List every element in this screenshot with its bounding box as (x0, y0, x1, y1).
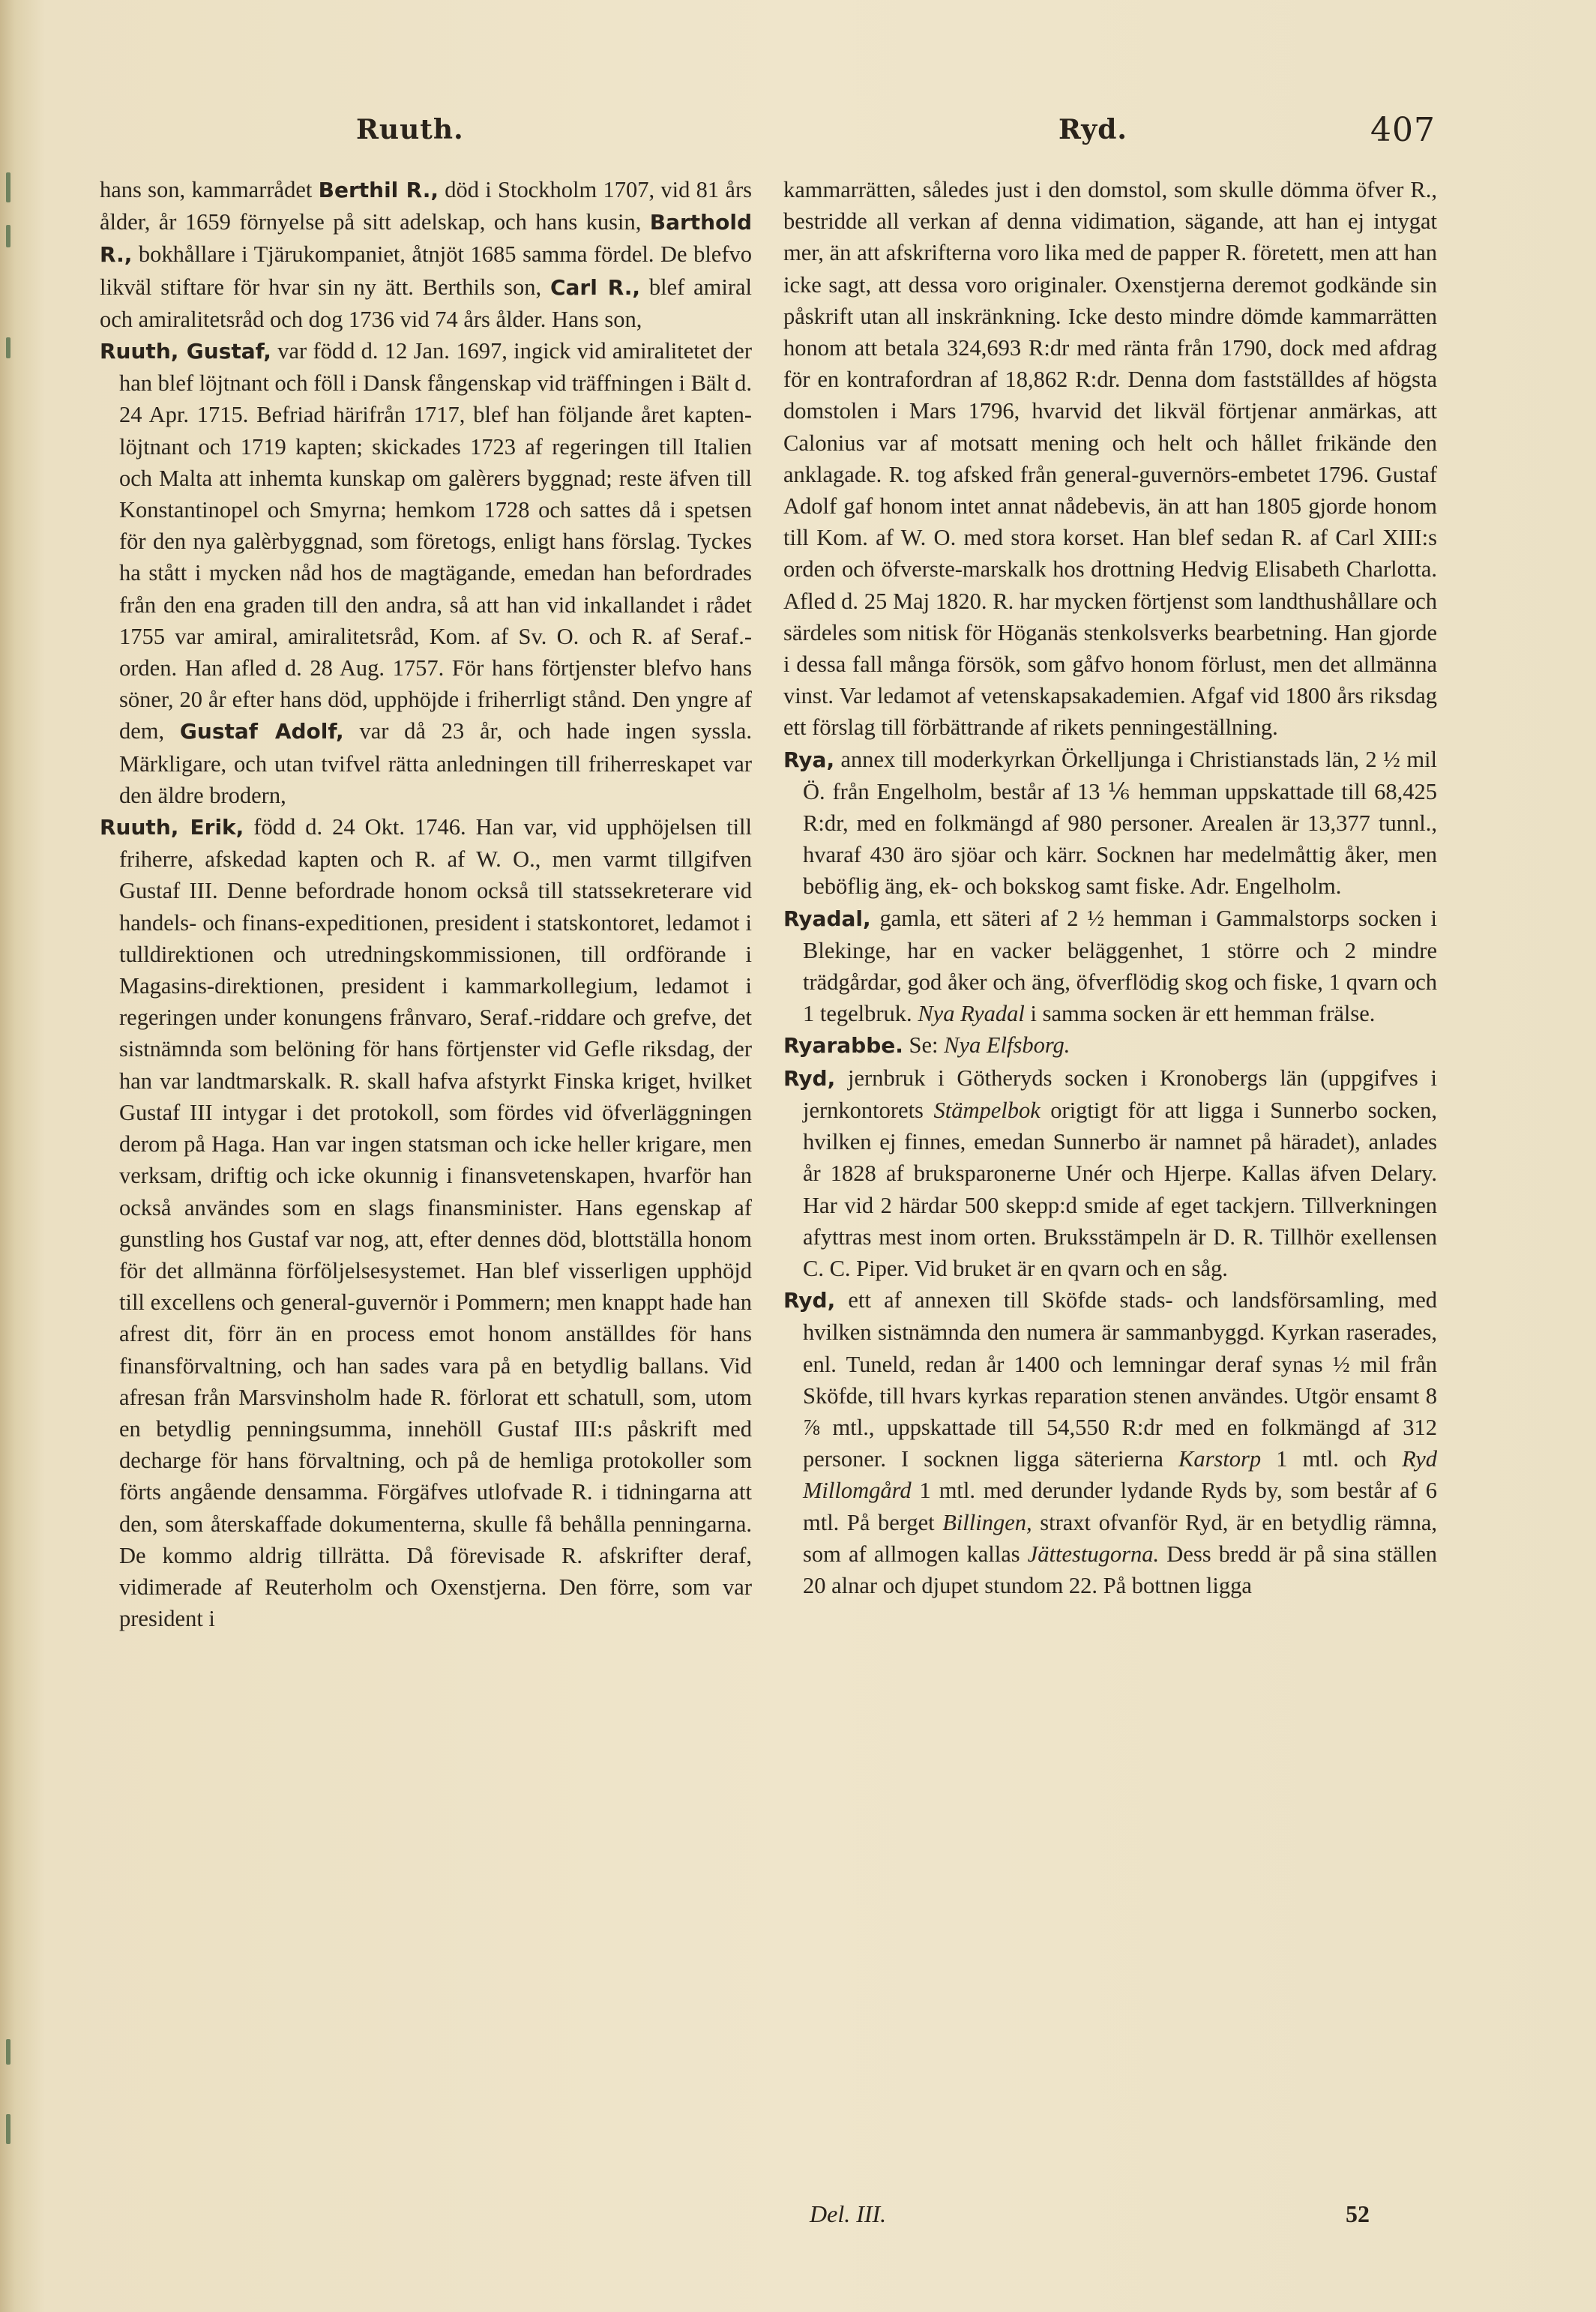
italic-text: Ryd Millomgård (803, 1446, 1437, 1504)
volume-label: Del. III. (810, 2200, 887, 2227)
headword: Berthil R., (318, 178, 439, 202)
italic-text: Nya Elfsborg. (944, 1032, 1070, 1059)
italic-text: Nya Ryadal (918, 1001, 1025, 1027)
binding-edge (6, 172, 10, 202)
right-column (783, 174, 1437, 1601)
headword: Gustaf Adolf, (179, 719, 344, 744)
text: annex till moderkyrkan Örkelljunga i Christianstads län, 2 ½ mil Ö. från Engelholm, består af 13 ⅙ hemman uppskattade till 68,425 R:dr, med en folkmängd af 980 personer. Arealen är 13,377 tunnl., hvaraf 430 äro sjöar och kärr. Socknen har medelmåttig åker, men beböflig äng, ek- och bokskog samt fiske. Adr. Engelholm. (803, 746, 1437, 900)
headword: Ryarabbe. (783, 1033, 903, 1059)
left-column (100, 174, 752, 1634)
entry-ryd-annex (783, 1284, 1437, 1601)
text: född d. 24 Okt. 1746. Han var, vid upphöjelsen till friherre, afskedad kapten och R. af W. O., men varmt tillgifven Gustaf III. Denne befordrade honom också till statssekreterare vid handels- och finans-expeditionen, president i statskontoret, ledamot i tulldirektionen och utredningskommissionen, till ordförande i Magasins-direktionen, president i kammarkollegium, ledamot i regeringen under konungens frånvaro, Seraf.-riddare och grefve, det sistnämnda som belöning för hans förtjenster vid Gefle riksdag, der han var landtmarskalk. R. skall hafva afstyrkt Finska kriget, hvilket Gustaf III intygar i det protokoll, som fördes vid öfverläggningen derom på Haga. Han var ingen statsman och icke heller krigare, men verksam, driftig och icke okunnig i finansvetenskapen, hvarför han också användes som en slags finansminister. Hans egenskap af gunstling hos Gustaf var nog, att, efter dennes död, blottställa honom för det allmänna förföljelsesystemet. Han blef visserligen upphöjd till excellens och general-guvernör i Pommern; men knappt hade han afrest dit, förr än en process emot honom anställdes för hans finansförvaltning, och han sades vara på en betydlig ballans. Vid afresan från Marsvinsholm hade R. förlorat ett schatull, som, utom en betydlig penningsumma, innehöll Gustaf III:s påskrift med decharge för hans förvaltning, och på de hemliga protokoller som förts angående densamma. Förgäfves utlofvade R. i tidningarna att den, som återskaffade dokumenterna, skulle få behålla penningarna. De kommo aldrig tillrätta. Då förevisade R. afskrifter deraf, vidimerade af Reuterholm och Oxenstjerna. Den förre, som var president i (119, 814, 752, 1632)
text: bokhållare i Tjärukompaniet, åtnjöt 1685 samma fördel. De blefvo likväl stiftare för hvar sin ny ätt. Berthils son, (100, 241, 752, 300)
headword: Ruuth, Gustaf, (100, 339, 271, 364)
text: blef amiral och amiralitetsråd och dog 1736 vid 74 års ålder. Hans son, (100, 274, 753, 332)
headword: Carl R., (549, 274, 641, 300)
headword: Ryadal, (783, 906, 871, 931)
text: origtigt för att ligga i Sunnerbo socken, hvilken ej finnes, emedan Sunnerbo är namnet på häradet), anlades år 1828 af bruksparonerne Unér och Hjerpe. Kallas äfven Delary. Har vid 2 härdar 500 skepp:d smide af eget tackjern. Tillverkningen afyttras mest inom orten. Bruksstämpeln är D. R. Tillhör exellensen C. C. Piper. Vid bruket är en qvarn och en såg. (803, 1097, 1437, 1281)
text: var född d. 12 Jan. 1697, ingick vid amiralitetet der han blef löjtnant och föll i Dansk fångenskap vid träffningen i Bält d. 24 Apr. 1715. Befriad härifrån 1717, blef han följande året kapten-löjtnant och 1719 kapten; skickades 1723 af regeringen till Italien och Malta att inhemta kunskap om galèrers byggnad; reste äfven till Konstantinopel och Smyrna; hemkom 1728 och sattes då i spetsen för den nya galèrbyggnad, som företogs, enligt hans förslag. Tyckes ha stått i mycken nåd hos de magtägande, emedan han befordrades från den ena graden till den andra, så att han vid inkallandet i rådet 1755 var amiral, amiralitetsråd, Kom. af Sv. O. och R. af Seraf.-orden. Han afled d. 28 Aug. 1757. För hans förtjenster blefvo hans söner, 20 år efter hans död, upphöjde i friherrligt stånd. Den yngre af dem, (119, 338, 752, 744)
entry-rya (783, 744, 1437, 903)
headword: Ryd, (783, 1288, 836, 1313)
italic-text: Karstorp (1178, 1446, 1262, 1472)
text: Se: (903, 1032, 945, 1059)
text: ett af annexen till Sköfde stads- och landsförsamling, med hvilken sistnämnda den numera är sammanbyggd. Kyrkan raserades, enl. Tuneld, redan år 1400 och lemningar deraf synas ½ mil från Sköfde, till hvars kyrkas reparation stenen användes. Utgör ensamt 8 ⅞ mtl., uppskattade till 54,550 R:dr med en folkmängd af 312 personer. I socknen ligga säterierna (803, 1287, 1437, 1472)
binding-edge (6, 225, 10, 247)
signature-mark: 52 (1346, 2200, 1370, 2227)
italic-text: Jättestugorna. (1027, 1541, 1160, 1567)
entry-ruuth-erik (100, 811, 752, 1634)
running-head-left: Ruuth. (356, 114, 464, 145)
headword: Ruuth, Erik, (100, 815, 244, 840)
text: 1 mtl. med derunder lydande Ryds by, som består af 6 mtl. På berget (803, 1478, 1437, 1535)
headword: Ryd, (783, 1065, 836, 1091)
text: 1 mtl. och (1261, 1446, 1403, 1472)
binding-edge (6, 337, 10, 358)
italic-text: Stämpelbok (933, 1097, 1041, 1123)
running-head-right: Ryd. (1059, 114, 1127, 145)
text: död i Stockholm 1707, vid 81 års ålder, år 1659 förnyelse på sitt adelskap, och hans kusin, (100, 177, 752, 235)
binding-edge (6, 2039, 10, 2065)
entry-ryadal (783, 903, 1437, 1030)
text: Dess bredd är på sina ställen 20 alnar och djupet stundom 22. På bottnen ligga (803, 1541, 1437, 1598)
page-number: 407 (1370, 111, 1436, 149)
entry-ruuth-gustaf (100, 335, 752, 811)
entry-ryd-jernbruk (783, 1062, 1437, 1284)
headword: Barthold R., (100, 210, 752, 268)
italic-text: Billingen, (942, 1509, 1032, 1535)
text: hans son, kammarrådet (100, 177, 319, 202)
paragraph (783, 174, 1437, 744)
text: kammarrätten, således just i den domstol, som skulle dömma öfver R., bestridde all verkan af denna vidimation, sägande, att han ej intygat mer, än att afskrifterna voro lika med de papper R. företett, men att han icke sagt, att dessa voro originaler. Oxenstjerna deremot godkände sin påskrift utan all inskränkning. Icke desto mindre dömde kammarrätten honom att betala 324,693 R:dr med ränta från 1790, dock med afdrag för en kontrafordran af 18,862 R:dr. Denna dom fastställdes af högsta domstolen i Mars 1796, hvarvid det likväl förtjenar anmärkas, att Calonius var af motsatt mening och helt och hållet frikände den anklagade. R. tog afsked från general-guvernörs-embetet 1796. Gustaf Adolf gaf honom intet annat nådebevis, än att han 1805 gjorde honom till Kom. af W. O. med stora korset. Han blef sedan R. af Carl XIII:s orden och öfverste-marskalk hos drottning Hedvig Elisabeth Charlotta. Afled d. 25 Maj 1820. R. har mycken förtjenst som landthushållare och särdeles som nitisk för Höganäs stenkolsverks bearbetning. Han gjorde i dessa fall många försök, som gåfvo honom förlust, men det allmänna vinst. Var ledamot af vetenskapsakademien. Afgaf vid 1800 års riksdag ett förslag till förbättrande af rikets penningeställning. (783, 177, 1437, 741)
text: gamla, ett säteri af 2 ½ hemman i Gammalstorps socken i Blekinge, har en vacker beläggenhet, 1 större och 2 mindre trädgårdar, god åker och äng, öfverflödig skog och fiske, 1 qvarn och 1 tegelbruk. (803, 905, 1437, 1027)
text: jernbruk i Götheryds socken i Kronobergs län (uppgifves i jernkontorets (803, 1065, 1437, 1123)
binding-edge (6, 2114, 10, 2144)
text: i samma socken är ett hemman frälse. (1024, 1001, 1376, 1027)
headword: Rya, (783, 747, 835, 772)
entry-ryarabbe (783, 1029, 1437, 1062)
paragraph (100, 174, 752, 335)
text: var då 23 år, och hade ingen syssla. Märkligare, och utan tvifvel rätta anledningen till friherreskapet var den äldre brodern, (119, 718, 752, 808)
text: straxt ofvanför Ryd, är en betydlig rämna, som af allmogen kallas (803, 1509, 1438, 1567)
